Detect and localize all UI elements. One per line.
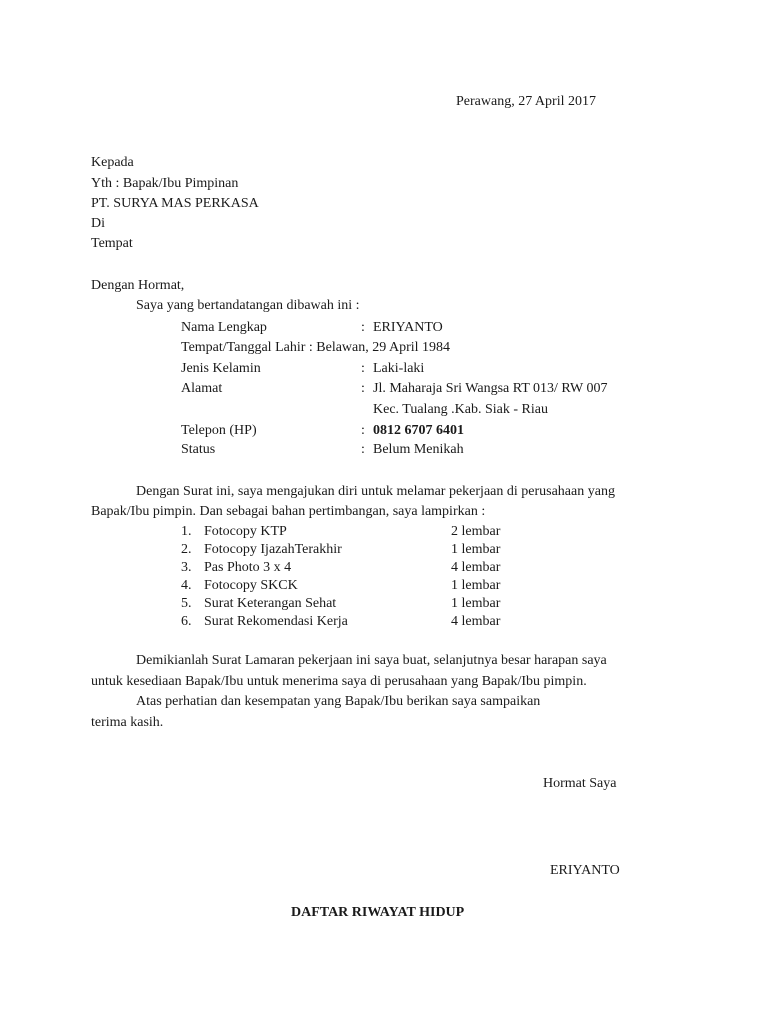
attachment-num: 3. xyxy=(181,560,192,575)
alamat-colon: : xyxy=(361,381,365,396)
attachment-num: 1. xyxy=(181,524,192,539)
attachment-item: Pas Photo 3 x 4 xyxy=(204,560,292,575)
telepon-colon: : xyxy=(361,423,365,438)
recipient-kepada: Kepada xyxy=(91,155,134,170)
nama-colon: : xyxy=(361,320,365,335)
attachment-qty: 2 lembar xyxy=(451,524,501,539)
status-label: Status xyxy=(181,442,216,457)
closing-line3: Atas perhatian dan kesempatan yang Bapak/Ibu berikan saya sampaikan xyxy=(136,694,541,709)
greeting: Dengan Hormat, xyxy=(91,278,185,293)
closing-line2: untuk kesediaan Bapak/Ibu untuk menerima saya di perusahaan yang Bapak/Ibu pimpin. xyxy=(91,674,587,689)
jk-value: Laki-laki xyxy=(373,361,425,376)
signoff: Hormat Saya xyxy=(543,776,617,791)
attachment-qty: 1 lembar xyxy=(451,578,501,593)
nama-label: Nama Lengkap xyxy=(181,320,267,335)
intro-text: Saya yang bertandatangan dibawah ini : xyxy=(136,298,360,313)
recipient-tempat: Tempat xyxy=(91,236,133,251)
attachment-qty: 1 lembar xyxy=(451,596,501,611)
ttl-text: Tempat/Tanggal Lahir : Belawan, 29 April 1984 xyxy=(181,340,451,355)
attachment-qty: 4 lembar xyxy=(451,614,501,629)
jk-colon: : xyxy=(361,361,365,376)
status-value: Belum Menikah xyxy=(373,442,464,457)
telepon-label: Telepon (HP) xyxy=(181,423,257,438)
telepon-value: 0812 6707 6401 xyxy=(373,423,464,438)
place-date: Perawang, 27 April 2017 xyxy=(456,94,596,109)
attachment-item: Fotocopy KTP xyxy=(204,524,287,539)
signer-name: ERIYANTO xyxy=(550,863,620,878)
body-para1-line1: Dengan Surat ini, saya mengajukan diri untuk melamar pekerjaan di perusahaan yang xyxy=(136,484,615,499)
attachment-item: Fotocopy IjazahTerakhir xyxy=(204,542,342,557)
status-colon: : xyxy=(361,442,365,457)
recipient-yth: Yth : Bapak/Ibu Pimpinan xyxy=(91,176,239,191)
attachment-item: Surat Rekomendasi Kerja xyxy=(204,614,348,629)
attachment-num: 5. xyxy=(181,596,192,611)
jk-label: Jenis Kelamin xyxy=(181,361,261,376)
alamat-line2: Kec. Tualang .Kab. Siak - Riau xyxy=(373,402,548,417)
closing-line1: Demikianlah Surat Lamaran pekerjaan ini saya buat, selanjutnya besar harapan saya xyxy=(136,653,607,668)
attachment-num: 6. xyxy=(181,614,192,629)
next-section-title: DAFTAR RIWAYAT HIDUP xyxy=(291,905,465,920)
attachment-num: 4. xyxy=(181,578,192,593)
alamat-label: Alamat xyxy=(181,381,223,396)
recipient-di: Di xyxy=(91,216,105,231)
attachment-num: 2. xyxy=(181,542,192,557)
body-para1-line2: Bapak/Ibu pimpin. Dan sebagai bahan pertimbangan, saya lampirkan : xyxy=(91,504,486,519)
recipient-company: PT. SURYA MAS PERKASA xyxy=(91,196,259,211)
closing-line4: terima kasih. xyxy=(91,715,164,730)
alamat-line1: Jl. Maharaja Sri Wangsa RT 013/ RW 007 xyxy=(373,381,608,396)
nama-value: ERIYANTO xyxy=(373,320,443,335)
attachment-item: Surat Keterangan Sehat xyxy=(204,596,337,611)
attachment-item: Fotocopy SKCK xyxy=(204,578,298,593)
attachment-qty: 1 lembar xyxy=(451,542,501,557)
attachment-qty: 4 lembar xyxy=(451,560,501,575)
